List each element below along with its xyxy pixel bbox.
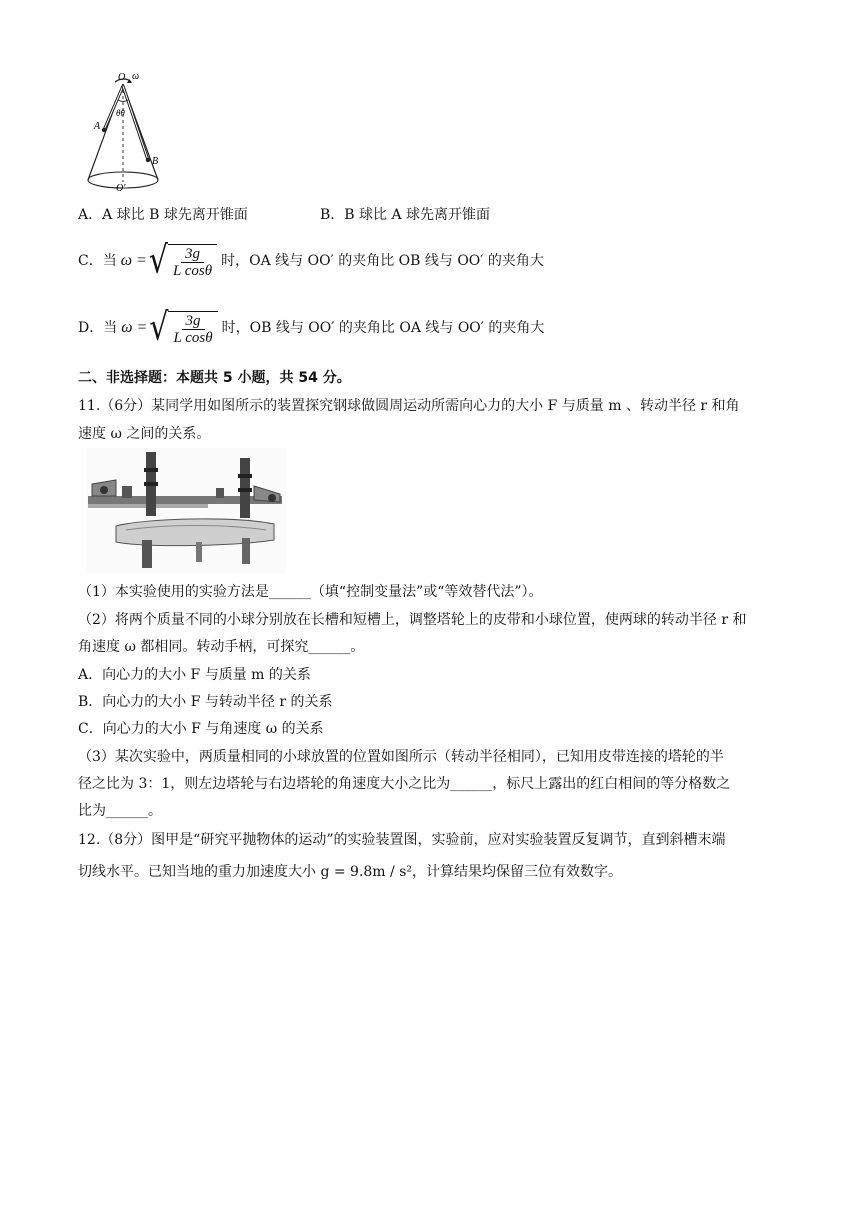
option-c-sqrt: √ $\frac{3g}{\text{L cosθ}}$	[149, 242, 217, 280]
label-O: O	[118, 72, 126, 83]
option-c-prefix: C．当	[78, 253, 117, 269]
label-A: A	[94, 121, 101, 132]
option-d-eq: ω =	[121, 319, 148, 336]
q11-sub3-line-2: 径之比为 3：1，则左边塔轮与右边塔轮的角速度大小之比为______，标尺上露出的红白相间的等分格数之	[78, 776, 731, 792]
label-O-prime: O′	[116, 183, 126, 194]
option-d-numerator: 3g	[182, 313, 205, 330]
cone-pendulum-figure	[82, 70, 172, 194]
q12-line-2: 切线水平。已知当地的重力加速度大小 g = 9.8m / s²，计算结果均保留三位有效数字。	[78, 864, 622, 880]
q11-sub2-line-1: （2）将两个质量不同的小球分别放在长槽和短槽上，调整塔轮上的皮带和小球位置，使两球的转动半径 r 和	[78, 612, 747, 628]
q11-option-b: B．向心力的大小 F 与转动半径 r 的关系	[78, 694, 333, 710]
q10-option-b: B．B 球比 A 球先离开锥面	[320, 207, 491, 223]
label-theta: θθ	[116, 108, 125, 118]
q11-line-1: 11.（6分）某同学用如图所示的装置探究钢球做圆周运动所需向心力的大小 F 与质量 m 、转动半径 r 和角	[78, 398, 740, 414]
q11-sub3-line-3: 比为______。	[78, 803, 162, 819]
q11-line-2: 速度 ω 之间的关系。	[78, 426, 211, 442]
q11-option-c: C．向心力的大小 F 与角速度 ω 的关系	[78, 721, 324, 737]
option-d-denominator: L cosθ	[173, 330, 213, 346]
option-d-suffix: 时，OB 线与 OO′ 的夹角比 OA 线与 OO′ 的夹角大	[221, 320, 545, 336]
option-c-denominator: L cosθ	[172, 263, 213, 279]
q11-option-a: A．向心力的大小 F 与质量 m 的关系	[78, 667, 311, 683]
option-c-eq: ω =	[120, 252, 147, 269]
q10-option-c	[78, 238, 544, 283]
label-B: B	[152, 156, 159, 167]
q12-line-1: 12.（8分）图甲是“研究平抛物体的运动”的实验装置图，实验前，应对实验装置反复调节，直到斜槽末端	[78, 832, 726, 848]
option-c-numerator: 3g	[181, 246, 204, 263]
q10-option-a: A．A 球比 B 球先离开锥面	[78, 207, 248, 223]
option-d-sqrt: √ $\frac{3g}{\text{L cosθ}}$	[149, 309, 217, 347]
q11-sub3-line-1: （3）某次实验中，两质量相同的小球放置的位置如图所示（转动半径相同），已知用皮带连接的塔轮的半	[78, 749, 724, 765]
option-d-prefix: D．当	[78, 320, 118, 336]
q11-sub2-line-2: 角速度 ω 都相同。转动手柄，可探究______。	[78, 639, 365, 655]
section-heading: 二、非选择题：本题共 5 小题，共 54 分。	[78, 370, 351, 386]
option-c-suffix: 时，OA 线与 OO′ 的夹角比 OB 线与 OO′ 的夹角大	[221, 253, 544, 269]
label-omega: ω	[132, 71, 140, 82]
q11-sub1: （1）本实验使用的实验方法是______（填“控制变量法”或“等效替代法”）。	[78, 584, 543, 600]
q10-option-d	[78, 305, 545, 350]
centripetal-apparatus-figure	[86, 448, 286, 574]
